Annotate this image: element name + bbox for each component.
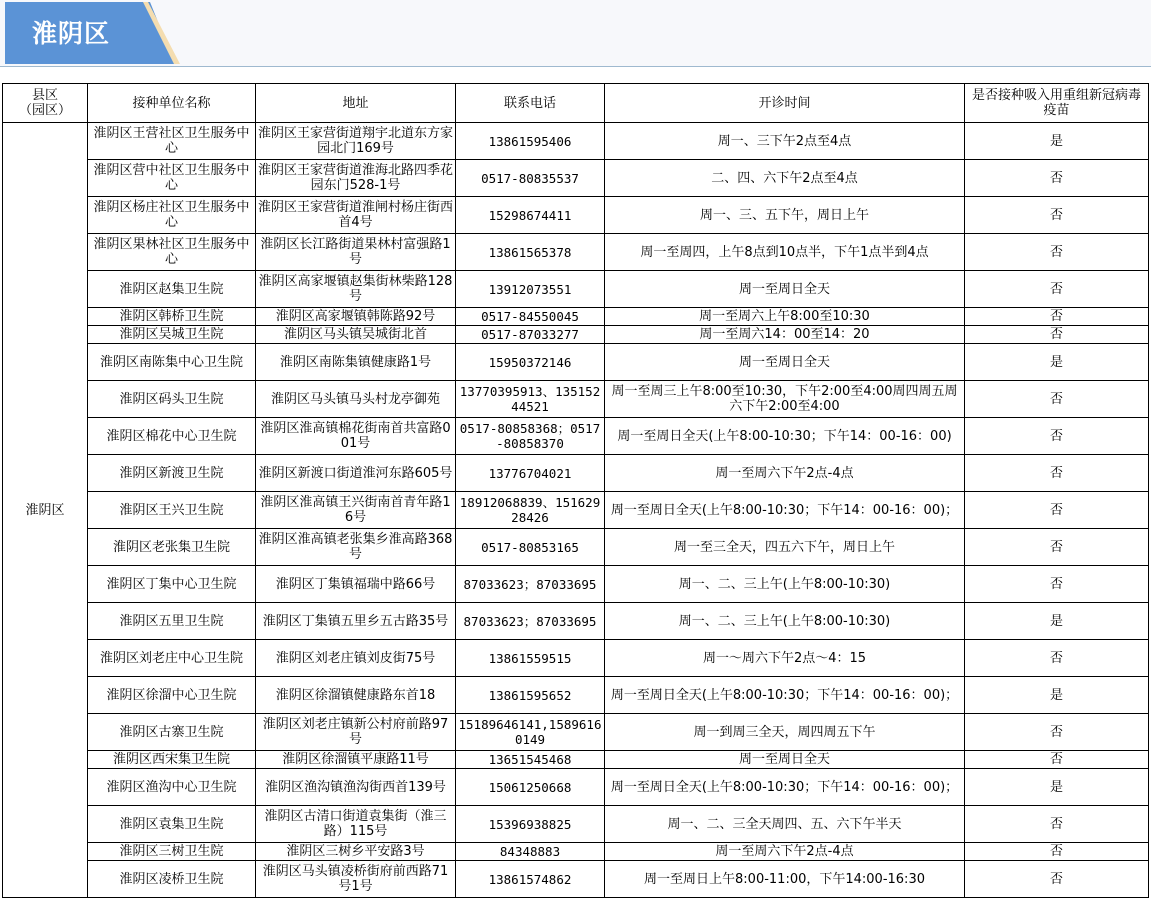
address-cell: 淮阴区南陈集镇健康路1号 [256,344,456,381]
inhaled-vaccine-cell: 否 [965,326,1149,344]
inhaled-vaccine-cell: 否 [965,714,1149,751]
table-row [3,381,1149,418]
table-body [3,123,1149,898]
address-cell: 淮阴区淮高镇棉花街南首共富路001号 [256,418,456,455]
table-row [3,861,1149,898]
opening-hours-cell: 周一、三下午2点至4点 [605,123,965,160]
opening-hours-cell: 周一至周三上午8:00至10:30，下午2:00至4:00周四周五周六下午2:00至4:00 [605,381,965,418]
site-name-cell: 淮阴区韩桥卫生院 [88,308,256,326]
inhaled-vaccine-cell: 是 [965,677,1149,714]
opening-hours-cell: 周一～周六下午2点～4：15 [605,640,965,677]
table-row [3,160,1149,197]
site-name-cell: 淮阴区袁集卫生院 [88,806,256,843]
table-row [3,344,1149,381]
opening-hours-cell: 周一到周三全天，周四周五下午 [605,714,965,751]
table-row [3,492,1149,529]
address-cell: 淮阴区丁集镇福瑞中路66号 [256,566,456,603]
inhaled-vaccine-cell: 否 [965,197,1149,234]
opening-hours-cell: 周一至周六下午2点-4点 [605,843,965,861]
table-row [3,769,1149,806]
opening-hours-cell: 周一至周日全天(上午8:00-10:30；下午14：00-16：00) [605,418,965,455]
title-header-bar [0,0,1151,67]
inhaled-vaccine-cell: 否 [965,418,1149,455]
inhaled-vaccine-cell: 否 [965,566,1149,603]
site-name-cell: 淮阴区老张集卫生院 [88,529,256,566]
address-cell: 淮阴区淮高镇王兴街南首青年路16号 [256,492,456,529]
table-row [3,566,1149,603]
address-cell: 淮阴区新渡口街道淮河东路605号 [256,455,456,492]
inhaled-vaccine-cell: 否 [965,529,1149,566]
phone-cell: 0517-80858368；0517-80858370 [456,418,605,455]
inhaled-vaccine-cell: 否 [965,843,1149,861]
table-row [3,308,1149,326]
phone-cell: 87033623；87033695 [456,566,605,603]
phone-cell: 13651545468 [456,751,605,769]
opening-hours-cell: 二、四、六下午2点至4点 [605,160,965,197]
opening-hours-cell: 周一至周日全天(上午8:00-10:30；下午14：00-16：00)； [605,492,965,529]
page-title: 淮阴区 [32,19,111,48]
address-cell: 淮阴区三树乡平安路3号 [256,843,456,861]
site-name-cell: 淮阴区王兴卫生院 [88,492,256,529]
table-row [3,197,1149,234]
site-name-cell: 淮阴区南陈集中心卫生院 [88,344,256,381]
header-district: 县区 （园区） [3,84,88,123]
inhaled-vaccine-cell: 否 [965,455,1149,492]
address-cell: 淮阴区王家营街道翔宇北道东方家园北门169号 [256,123,456,160]
opening-hours-cell: 周一至周日全天(上午8:00-10:30；下午14：00-16：00)； [605,769,965,806]
table-row [3,677,1149,714]
site-name-cell: 淮阴区三树卫生院 [88,843,256,861]
address-cell: 淮阴区古清口街道袁集街（淮三路）115号 [256,806,456,843]
address-cell: 淮阴区刘老庄镇刘皮街75号 [256,640,456,677]
phone-cell: 87033623；87033695 [456,603,605,640]
site-name-cell: 淮阴区西宋集卫生院 [88,751,256,769]
phone-cell: 13912073551 [456,271,605,308]
table-row [3,843,1149,861]
table-header-row [3,84,1149,123]
opening-hours-cell: 周一至三全天，四五六下午，周日上午 [605,529,965,566]
phone-cell: 0517-87033277 [456,326,605,344]
site-name-cell: 淮阴区丁集中心卫生院 [88,566,256,603]
table-row [3,806,1149,843]
site-name-cell: 淮阴区果林社区卫生服务中心 [88,234,256,271]
inhaled-vaccine-cell: 否 [965,806,1149,843]
opening-hours-cell: 周一至周日全天 [605,751,965,769]
phone-cell: 13776704021 [456,455,605,492]
inhaled-vaccine-cell: 否 [965,160,1149,197]
table-row [3,234,1149,271]
phone-cell: 0517-80853165 [456,529,605,566]
inhaled-vaccine-cell: 否 [965,381,1149,418]
address-cell: 淮阴区王家营街道淮闸村杨庄街西首4号 [256,197,456,234]
site-name-cell: 淮阴区古寨卫生院 [88,714,256,751]
address-cell: 淮阴区渔沟镇渔沟街西首139号 [256,769,456,806]
opening-hours-cell: 周一、二、三上午(上午8:00-10:30) [605,603,965,640]
site-name-cell: 淮阴区营中社区卫生服务中心 [88,160,256,197]
table-row [3,751,1149,769]
site-name-cell: 淮阴区五里卫生院 [88,603,256,640]
phone-cell: 13861595652 [456,677,605,714]
opening-hours-cell: 周一至周六下午2点-4点 [605,455,965,492]
table-row [3,326,1149,344]
opening-hours-cell: 周一至周六上午8:00至10:30 [605,308,965,326]
opening-hours-cell: 周一、二、三上午(上午8:00-10:30) [605,566,965,603]
inhaled-vaccine-cell: 是 [965,769,1149,806]
inhaled-vaccine-cell: 否 [965,234,1149,271]
phone-cell: 84348883 [456,843,605,861]
site-name-cell: 淮阴区渔沟中心卫生院 [88,769,256,806]
inhaled-vaccine-cell: 否 [965,271,1149,308]
phone-cell: 13861565378 [456,234,605,271]
address-cell: 淮阴区王家营街道淮海北路四季花园东门528-1号 [256,160,456,197]
inhaled-vaccine-cell: 否 [965,492,1149,529]
header-phone: 联系电话 [456,84,605,123]
phone-cell: 13770395913、13515244521 [456,381,605,418]
table-row [3,418,1149,455]
opening-hours-cell: 周一至周日全天 [605,344,965,381]
table-row [3,123,1149,160]
phone-cell: 13861559515 [456,640,605,677]
table-row [3,714,1149,751]
table-row [3,271,1149,308]
vaccination-sites-table [2,83,1149,898]
header-inhaled-vaccine: 是否接种吸入用重组新冠病毒疫苗 [965,84,1149,123]
header-site-name: 接种单位名称 [88,84,256,123]
address-cell: 淮阴区马头镇吴城街北首 [256,326,456,344]
inhaled-vaccine-cell: 否 [965,640,1149,677]
site-name-cell: 淮阴区新渡卫生院 [88,455,256,492]
site-name-cell: 淮阴区王营社区卫生服务中心 [88,123,256,160]
site-name-cell: 淮阴区码头卫生院 [88,381,256,418]
phone-cell: 0517-84550045 [456,308,605,326]
address-cell: 淮阴区长江路街道果林村富强路1号 [256,234,456,271]
opening-hours-cell: 周一至周日上午8:00-11:00，下午14:00-16:30 [605,861,965,898]
site-name-cell: 淮阴区刘老庄中心卫生院 [88,640,256,677]
inhaled-vaccine-cell: 是 [965,603,1149,640]
header-opening-hours: 开诊时间 [605,84,965,123]
opening-hours-cell: 周一、三、五下午，周日上午 [605,197,965,234]
opening-hours-cell: 周一、二、三全天周四、五、六下午半天 [605,806,965,843]
opening-hours-cell: 周一至周四，上午8点到10点半，下午1点半到4点 [605,234,965,271]
address-cell: 淮阴区马头镇马头村龙亭御苑 [256,381,456,418]
site-name-cell: 淮阴区凌桥卫生院 [88,861,256,898]
inhaled-vaccine-cell: 否 [965,751,1149,769]
address-cell: 淮阴区马头镇凌桥街府前西路71号1号 [256,861,456,898]
address-cell: 淮阴区淮高镇老张集乡淮高路368号 [256,529,456,566]
address-cell: 淮阴区徐溜镇健康路东首18 [256,677,456,714]
phone-cell: 15298674411 [456,197,605,234]
phone-cell: 15950372146 [456,344,605,381]
inhaled-vaccine-cell: 是 [965,344,1149,381]
phone-cell: 13861595406 [456,123,605,160]
phone-cell: 13861574862 [456,861,605,898]
phone-cell: 15061250668 [456,769,605,806]
inhaled-vaccine-cell: 否 [965,861,1149,898]
phone-cell: 15396938825 [456,806,605,843]
opening-hours-cell: 周一至周六14：00至14：20 [605,326,965,344]
site-name-cell: 淮阴区棉花中心卫生院 [88,418,256,455]
address-cell: 淮阴区高家堰镇赵集街林柴路128号 [256,271,456,308]
address-cell: 淮阴区丁集镇五里乡五古路35号 [256,603,456,640]
site-name-cell: 淮阴区杨庄社区卫生服务中心 [88,197,256,234]
header-address: 地址 [256,84,456,123]
table-row [3,529,1149,566]
table-row [3,603,1149,640]
district-cell: 淮阴区 [3,123,88,898]
site-name-cell: 淮阴区吴城卫生院 [88,326,256,344]
phone-cell: 15189646141,15896160149 [456,714,605,751]
phone-cell: 0517-80835537 [456,160,605,197]
inhaled-vaccine-cell: 否 [965,308,1149,326]
table-row [3,455,1149,492]
vaccination-sites-table-wrapper [2,83,1149,898]
address-cell: 淮阴区高家堰镇韩陈路92号 [256,308,456,326]
opening-hours-cell: 周一至周日全天 [605,271,965,308]
site-name-cell: 淮阴区徐溜中心卫生院 [88,677,256,714]
site-name-cell: 淮阴区赵集卫生院 [88,271,256,308]
address-cell: 淮阴区刘老庄镇新公村府前路97号 [256,714,456,751]
phone-cell: 18912068839、15162928426 [456,492,605,529]
table-row [3,640,1149,677]
opening-hours-cell: 周一至周日全天(上午8:00-10:30；下午14：00-16：00)； [605,677,965,714]
address-cell: 淮阴区徐溜镇平康路11号 [256,751,456,769]
inhaled-vaccine-cell: 是 [965,123,1149,160]
